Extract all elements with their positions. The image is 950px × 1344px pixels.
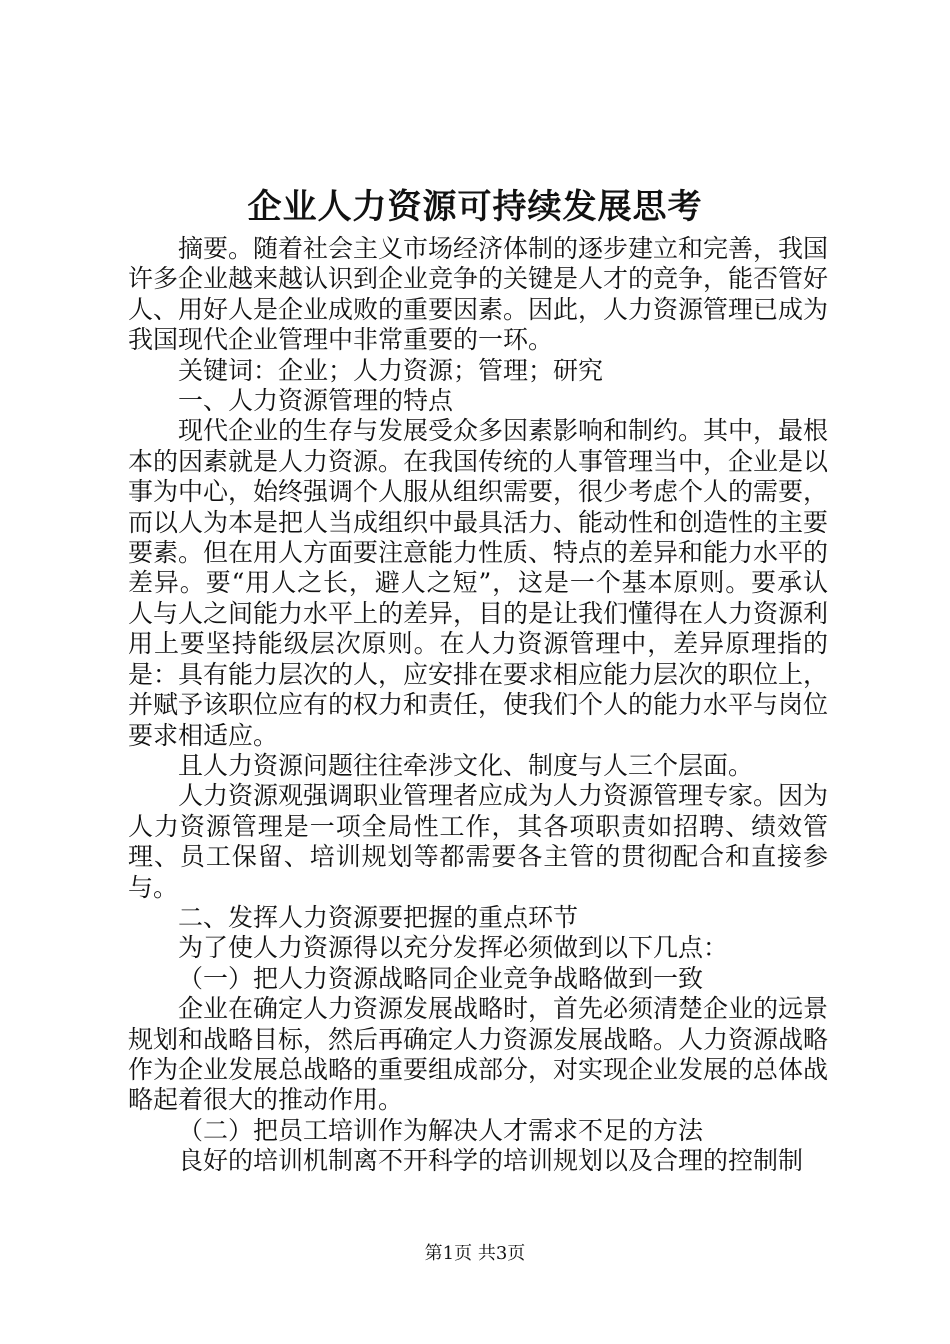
keywords-line: 关键词：企业；人力资源；管理；研究 xyxy=(178,355,604,385)
page-footer: 第1页 共3页 xyxy=(424,1243,526,1264)
subsection-heading-1: （一）把人力资源战略同企业竞争战略做到一致 xyxy=(178,963,704,993)
document-title: 企业人力资源可持续发展思考 xyxy=(247,187,703,227)
document-body xyxy=(128,234,828,1177)
body-paragraph: 企业在确定人力资源发展战略时，首先必须清楚企业的远景规划和战略目标，然后再确定人力资源发展战略。人力资源战略作为企业发展总战略的重要组成部分，对实现企业发展的总体战略起着很大的推动作用。 xyxy=(128,994,829,1115)
body-paragraph: 良好的培训机制离不开科学的培训规划以及合理的控制制 xyxy=(178,1146,804,1176)
subsection-heading-2: （二）把员工培训作为解决人才需求不足的方法 xyxy=(178,1115,704,1145)
body-paragraph: 现代企业的生存与发展受众多因素影响和制约。其中，最根本的因素就是人力资源。在我国传统的人事管理当中，企业是以事为中心，始终强调个人服从组织需要，很少考虑个人的需要，而以人为本是把人当成组织中最具活力、能动性和创造性的主要要素。但在用人方面要注意能力性质、特点的差异和能力水平的差异。要“用人之长，避人之短”，这是一个基本原则。要承认人与人之间能力水平上的差异，目的是让我们懂得在人力资源利用上要坚持能级层次原则。在人力资源管理中，差异原理指的是：具有能力层次的人，应安排在要求相应能力层次的职位上，并赋予该职位应有的权力和责任，使我们个人的能力水平与岗位要求相适应。 xyxy=(128,416,829,750)
abstract-paragraph: 摘要。随着社会主义市场经济体制的逐步建立和完善，我国许多企业越来越认识到企业竞争的关键是人才的竞争，能否管好人、用好人是企业成败的重要因素。因此，人力资源管理已成为我国现代企业管理中非常重要的一环。 xyxy=(128,234,829,355)
body-paragraph: 人力资源观强调职业管理者应成为人力资源管理专家。因为人力资源管理是一项全局性工作，其各项职责如招聘、绩效管理、员工保留、培训规划等都需要各主管的贯彻配合和直接参与。 xyxy=(128,781,829,902)
body-paragraph: 且人力资源问题往往牵涉文化、制度与人三个层面。 xyxy=(178,750,754,780)
body-paragraph: 为了使人力资源得以充分发挥必须做到以下几点： xyxy=(178,933,729,963)
section-heading-1: 一、人力资源管理的特点 xyxy=(178,386,454,416)
section-heading-2: 二、发挥人力资源要把握的重点环节 xyxy=(178,902,579,932)
